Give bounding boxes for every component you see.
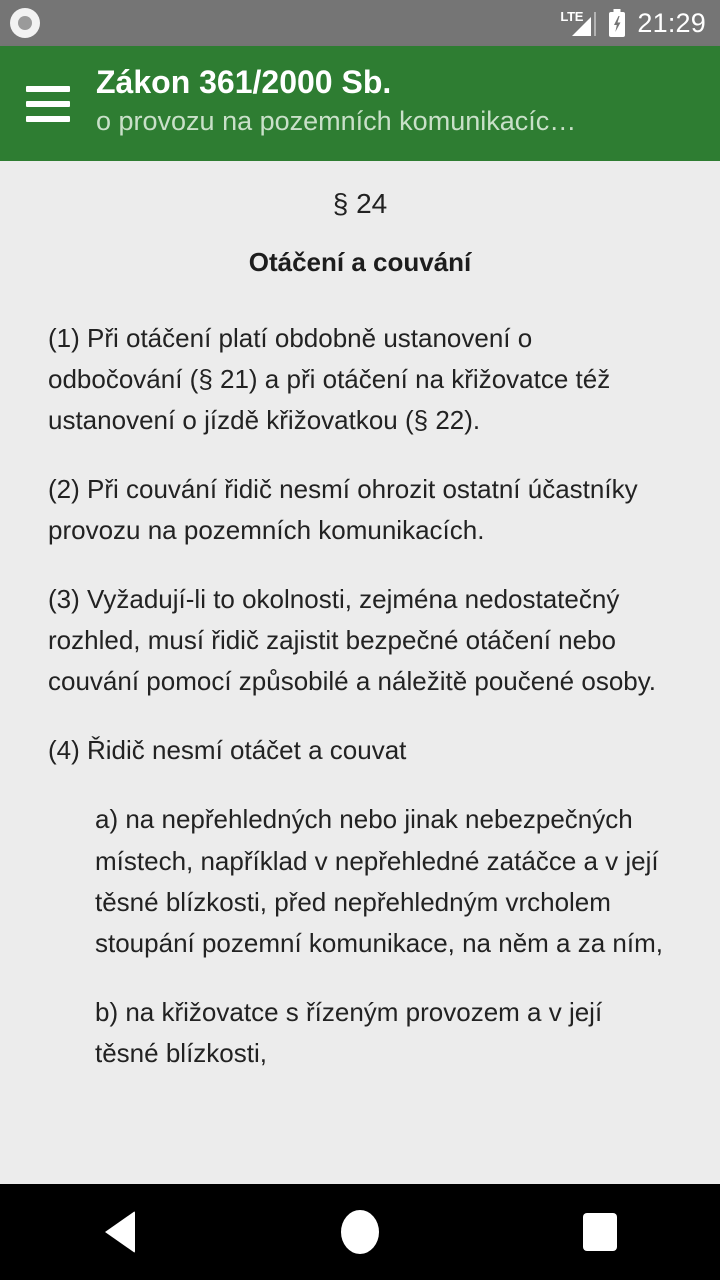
paragraph-2: (2) Při couvání řidič nesmí ohrozit ostatní účastníky provozu na pozemních komunikacích. — [48, 474, 638, 546]
page-title: Zákon 361/2000 Sb. — [96, 64, 392, 100]
app-bar-titles — [96, 46, 720, 139]
status-bar-clock: 21:29 — [637, 7, 706, 38]
battery-charging-icon — [608, 9, 626, 37]
status-bar-right — [561, 9, 706, 37]
section-number: § 24 — [332, 188, 388, 219]
paragraph-3: (3) Vyžadují-li to okolnosti, zejména nedostatečný rozhled, musí řidič zajistit bezpečné otáčení nebo couvání pomocí způsobilé a náležitě poučené osoby. — [48, 584, 657, 697]
paragraph-1: (1) Při otáčení platí obdobně ustanovení o odbočování (§ 21) a při otáčení na křižovatce též ustanovení o jízdě křižovatkou (§ 22). — [48, 322, 611, 435]
status-bar — [0, 0, 720, 46]
section-title: Otáčení a couvání — [248, 246, 472, 277]
signal-bars-icon — [561, 9, 597, 37]
status-bar-left — [10, 8, 40, 38]
circle-dot-icon — [10, 8, 40, 38]
back-triangle-icon[interactable] — [60, 1184, 180, 1280]
hamburger-menu-icon[interactable] — [0, 46, 96, 161]
document-content[interactable] — [0, 161, 720, 1184]
page-subtitle: o provozu na pozemních komunikacíc… — [96, 106, 577, 136]
paragraph-4a: a) na nepřehledných nebo jinak nebezpečných místech, například v nepřehledné zatáčce a v její těsné blízkosti, před nepřehledným vrcholem stoupání pozemní komunikace, na něm a za ním, — [95, 804, 663, 958]
paragraph-4b: b) na křižovatce s řízeným provozem a v její těsné blízkosti, — [95, 996, 603, 1068]
android-navigation-bar — [0, 1184, 720, 1280]
app-bar — [0, 46, 720, 161]
home-circle-icon[interactable] — [300, 1184, 420, 1280]
paragraph-4: (4) Řidič nesmí otáčet a couvat — [48, 735, 407, 766]
network-type-label: LTE — [560, 9, 584, 24]
recents-square-icon[interactable] — [540, 1184, 660, 1280]
